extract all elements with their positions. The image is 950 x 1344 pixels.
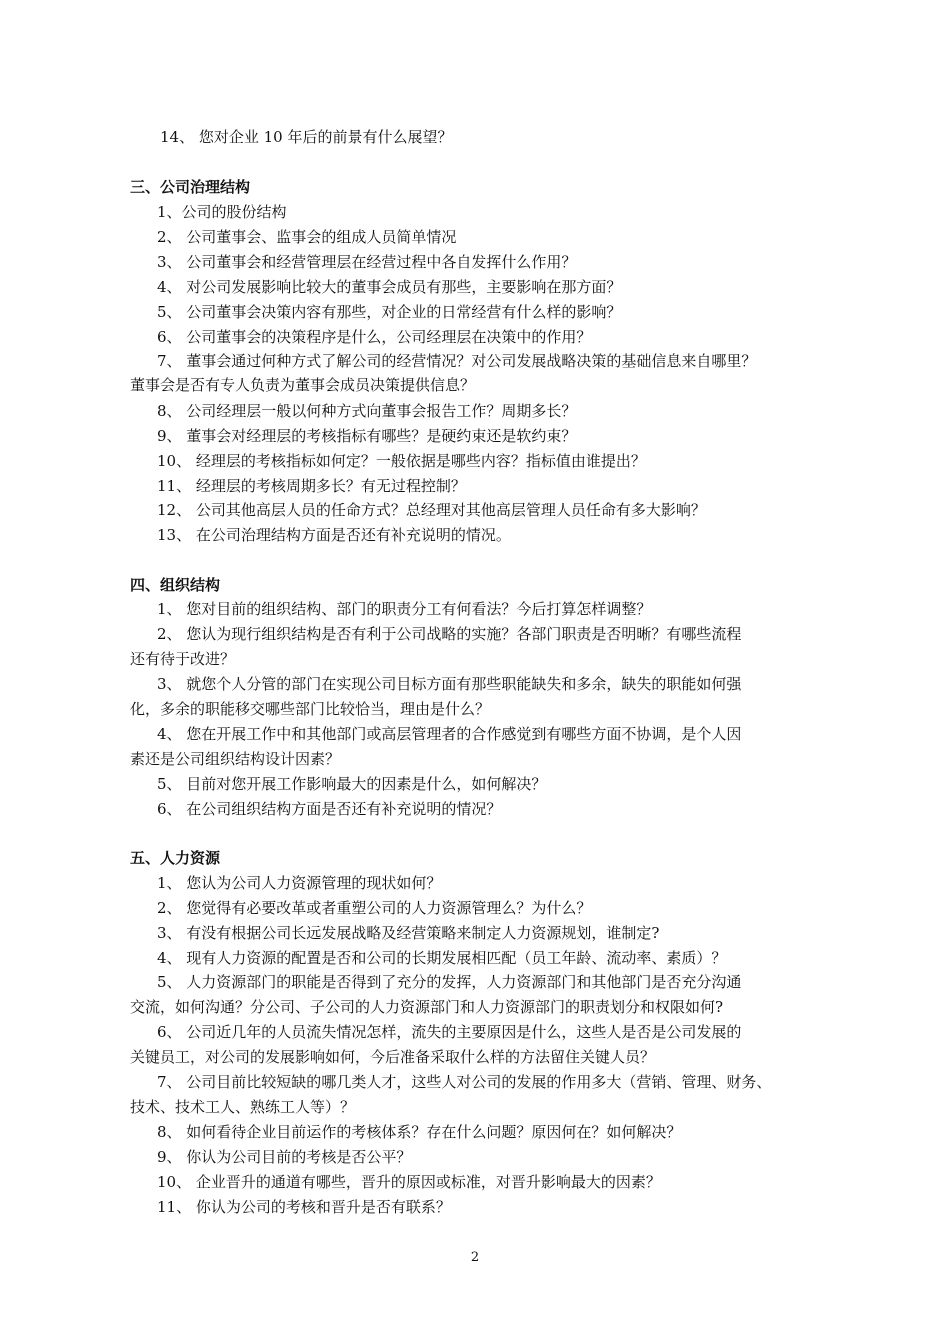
question-item: 4、 对公司发展影响比较大的董事会成员有那些，主要影响在那方面？ [157, 278, 622, 296]
question-item: 9、 你认为公司目前的考核是否公平？ [157, 1148, 412, 1166]
question-item: 8、 公司经理层一般以何种方式向董事会报告工作？周期多长？ [157, 402, 577, 420]
question-item: 6、 在公司组织结构方面是否还有补充说明的情况？ [157, 800, 502, 818]
question-item: 9、 董事会对经理层的考核指标有哪些？是硬约束还是软约束？ [157, 427, 577, 445]
question-item: 5、 公司董事会决策内容有那些，对企业的日常经营有什么样的影响？ [157, 303, 622, 321]
question-item-continuation: 技术、技术工人、熟练工人等）？ [130, 1098, 356, 1116]
question-item: 11、 你认为公司的考核和晋升是否有联系？ [157, 1198, 451, 1216]
question-item: 7、 董事会通过何种方式了解公司的经营情况？对公司发展战略决策的基础信息来自哪里？ [157, 352, 757, 370]
question-item: 2、 您认为现行组织结构是否有利于公司战略的实施？各部门职责是否明晰？有哪些流程 [157, 625, 742, 643]
question-item: 1、 您对目前的组织结构、部门的职责分工有何看法？今后打算怎样调整？ [157, 600, 652, 618]
question-item: 11、 经理层的考核周期多长？有无过程控制？ [157, 477, 466, 495]
question-item: 3、 有没有根据公司长远发展战略及经营策略来制定人力资源规划，谁制定? [157, 924, 660, 942]
question-item: 7、 公司目前比较短缺的哪几类人才，这些人对公司的发展的作用多大（营销、管理、财务、 [157, 1073, 772, 1091]
question-item: 8、 如何看待企业目前运作的考核体系？存在什么问题？原因何在？如何解决？ [157, 1123, 682, 1141]
question-item: 2、 您觉得有必要改革或者重塑公司的人力资源管理么？为什么？ [157, 899, 592, 917]
question-item: 14、 您对企业 10 年后的前景有什么展望？ [160, 128, 453, 146]
question-item: 1、公司的股份结构 [157, 203, 287, 221]
question-item: 1、 您认为公司人力资源管理的现状如何？ [157, 874, 442, 892]
question-item: 10、 企业晋升的通道有哪些，晋升的原因或标准，对晋升影响最大的因素？ [157, 1173, 661, 1191]
section-heading-organization: 四、组织结构 [130, 576, 221, 594]
question-item-continuation: 董事会是否有专人负责为董事会成员决策提供信息？ [130, 376, 476, 394]
question-item: 6、 公司近几年的人员流失情况怎样，流失的主要原因是什么，这些人是否是公司发展的 [157, 1023, 742, 1041]
question-item-continuation: 化，多余的职能移交哪些部门比较恰当，理由是什么？ [130, 700, 491, 718]
question-item-continuation: 还有待于改进？ [130, 650, 236, 668]
question-item: 4、 现有人力资源的配置是否和公司的长期发展相匹配（员工年龄、流动率、素质）？ [157, 949, 727, 967]
section-heading-hr: 五、人力资源 [130, 849, 221, 867]
question-item-continuation: 交流，如何沟通？分公司、子公司的人力资源部门和人力资源部门的职责划分和权限如何? [130, 998, 724, 1016]
question-item: 5、 人力资源部门的职能是否得到了充分的发挥，人力资源部门和其他部门是否充分沟通 [157, 973, 742, 991]
question-item: 3、 就您个人分管的部门在实现公司目标方面有那些职能缺失和多余，缺失的职能如何强 [157, 675, 742, 693]
question-item: 12、 公司其他高层人员的任命方式？总经理对其他高层管理人员任命有多大影响？ [157, 501, 706, 519]
question-item: 3、 公司董事会和经营管理层在经营过程中各自发挥什么作用？ [157, 253, 577, 271]
question-item: 2、 公司董事会、监事会的组成人员简单情况 [157, 228, 457, 246]
question-item: 4、 您在开展工作中和其他部门或高层管理者的合作感觉到有哪些方面不协调，是个人因 [157, 725, 742, 743]
page-number: 2 [470, 1250, 480, 1265]
question-item: 5、 目前对您开展工作影响最大的因素是什么，如何解决？ [157, 775, 547, 793]
question-item: 6、 公司董事会的决策程序是什么，公司经理层在决策中的作用？ [157, 328, 592, 346]
section-heading-governance: 三、公司治理结构 [130, 178, 251, 196]
question-item: 10、 经理层的考核指标如何定？一般依据是哪些内容？指标值由谁提出？ [157, 452, 646, 470]
question-item: 13、 在公司治理结构方面是否还有补充说明的情况。 [157, 526, 511, 544]
question-item-continuation: 关键员工，对公司的发展影响如何，今后准备采取什么样的方法留住关键人员？ [130, 1048, 656, 1066]
question-item-continuation: 素还是公司组织结构设计因素？ [130, 750, 341, 768]
